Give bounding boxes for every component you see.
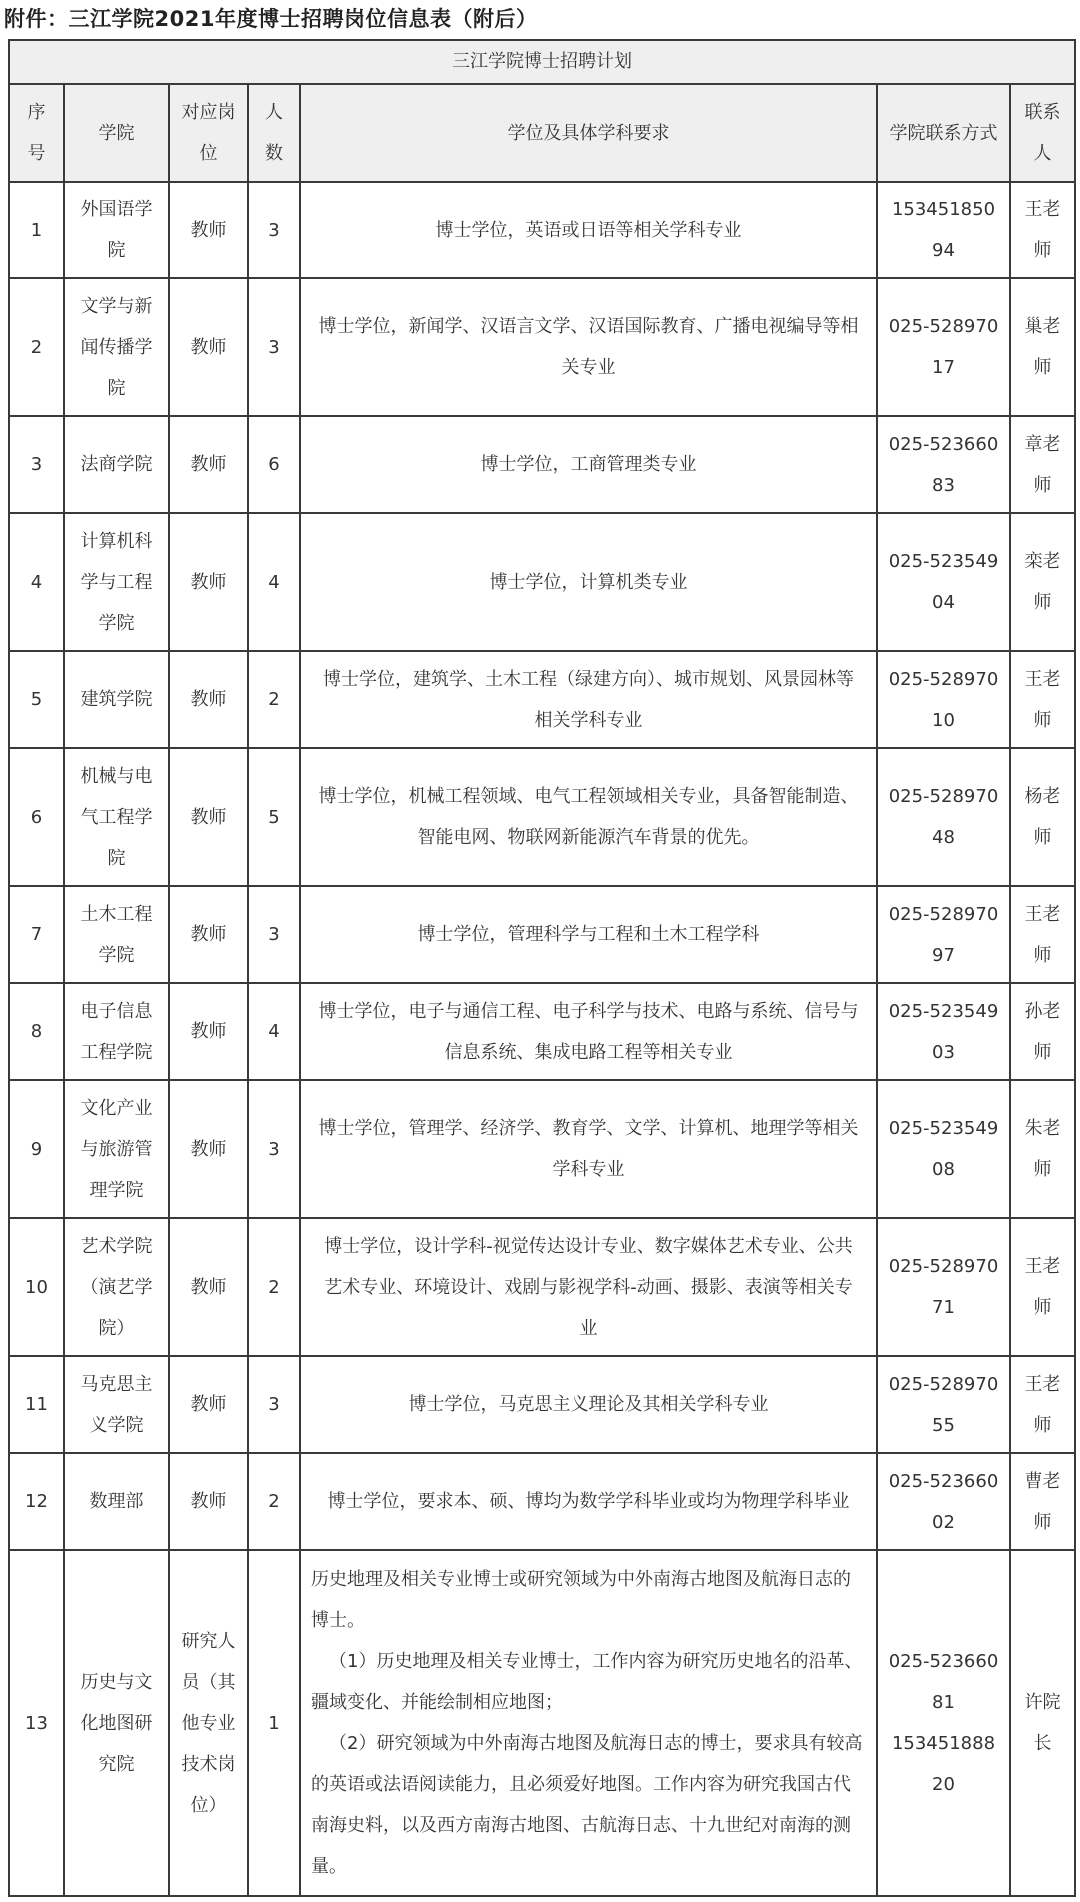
row-contact: 王老师 — [1010, 1356, 1075, 1453]
row-phone: 025-52897010 — [877, 651, 1010, 748]
row-contact: 王老师 — [1010, 182, 1075, 278]
row-position: 教师 — [169, 1080, 248, 1218]
row-position: 教师 — [169, 416, 248, 513]
row-requirements: 博士学位，新闻学、汉语言文学、汉语国际教育、广播电视编导等相关专业 — [300, 278, 877, 416]
row-contact: 巢老师 — [1010, 278, 1075, 416]
row-count: 5 — [248, 748, 300, 886]
row-count: 4 — [248, 513, 300, 651]
row-count: 2 — [248, 1218, 300, 1356]
row-requirements: 博士学位，要求本、硕、博均为数学学科毕业或均为物理学科毕业 — [300, 1453, 877, 1550]
row-phone: 025-52897048 — [877, 748, 1010, 886]
row-count: 1 — [248, 1550, 300, 1896]
column-header-requirements: 学位及具体学科要求 — [300, 84, 877, 182]
row-requirements: 博士学位，建筑学、土木工程（绿建方向）、城市规划、风景园林等相关学科专业 — [300, 651, 877, 748]
row-contact: 王老师 — [1010, 1218, 1075, 1356]
row-position: 教师 — [169, 278, 248, 416]
table-row — [9, 1218, 1075, 1356]
row-requirements: 博士学位，马克思主义理论及其相关学科专业 — [300, 1356, 877, 1453]
requirements-intro: 历史地理及相关专业博士或研究领域为中外南海古地图及航海日志的博士。 — [311, 1569, 851, 1631]
row-index: 6 — [9, 748, 64, 886]
row-phone: 025-52897017 — [877, 278, 1010, 416]
row-contact: 朱老师 — [1010, 1080, 1075, 1218]
row-requirements: 博士学位，机械工程领域、电气工程领域相关专业，具备智能制造、智能电网、物联网新能源汽车背景的优先。 — [300, 748, 877, 886]
table-caption-row — [9, 40, 1075, 84]
row-count: 2 — [248, 651, 300, 748]
phone-line-2: 15345188820 — [891, 1733, 996, 1795]
table-row — [9, 1453, 1075, 1550]
row-contact: 王老师 — [1010, 651, 1075, 748]
table-row — [9, 1080, 1075, 1218]
row-count: 2 — [248, 1453, 300, 1550]
recruitment-table — [8, 39, 1076, 1897]
row-position: 教师 — [169, 886, 248, 983]
row-requirements: 博士学位，电子与通信工程、电子科学与技术、电路与系统、信号与信息系统、集成电路工程等相关专业 — [300, 983, 877, 1080]
row-index: 13 — [9, 1550, 64, 1896]
row-index: 8 — [9, 983, 64, 1080]
row-contact: 栾老师 — [1010, 513, 1075, 651]
row-college: 电子信息工程学院 — [64, 983, 169, 1080]
row-requirements: 博士学位，工商管理类专业 — [300, 416, 877, 513]
row-college: 土木工程学院 — [64, 886, 169, 983]
row-phone: 025-52366083 — [877, 416, 1010, 513]
row-index: 11 — [9, 1356, 64, 1453]
row-college: 外国语学院 — [64, 182, 169, 278]
row-count: 3 — [248, 182, 300, 278]
row-phone: 025-52897097 — [877, 886, 1010, 983]
row-phone: 15345185094 — [877, 182, 1010, 278]
row-phone: 025-52354903 — [877, 983, 1010, 1080]
row-college: 艺术学院（演艺学院） — [64, 1218, 169, 1356]
row-contact: 王老师 — [1010, 886, 1075, 983]
row-index: 4 — [9, 513, 64, 651]
row-index: 5 — [9, 651, 64, 748]
column-header-count: 人数 — [248, 84, 300, 182]
requirements-item-2: （2）研究领域为中外南海古地图及航海日志的博士，要求具有较高的英语或法语阅读能力，且必须爱好地图。工作内容为研究我国古代南海史料，以及西方南海古地图、古航海日志、十九世纪对南海的测量。 — [311, 1733, 863, 1877]
row-requirements: 博士学位，管理学、经济学、教育学、文学、计算机、地理学等相关学科专业 — [300, 1080, 877, 1218]
row-requirements — [300, 1550, 877, 1896]
row-count: 6 — [248, 416, 300, 513]
requirements-item-1: （1）历史地理及相关专业博士，工作内容为研究历史地名的沿革、疆域变化、并能绘制相应地图； — [311, 1651, 863, 1713]
table-row — [9, 182, 1075, 278]
row-college: 马克思主义学院 — [64, 1356, 169, 1453]
row-position: 教师 — [169, 182, 248, 278]
row-phone: 025-52366002 — [877, 1453, 1010, 1550]
row-requirements: 博士学位，英语或日语等相关学科专业 — [300, 182, 877, 278]
row-index: 2 — [9, 278, 64, 416]
phone-line-1: 025-52366081 — [888, 1651, 999, 1713]
row-phone: 025-52897055 — [877, 1356, 1010, 1453]
row-phone: 025-52354908 — [877, 1080, 1010, 1218]
row-contact: 曹老师 — [1010, 1453, 1075, 1550]
row-requirements: 博士学位，计算机类专业 — [300, 513, 877, 651]
row-index: 12 — [9, 1453, 64, 1550]
row-count: 4 — [248, 983, 300, 1080]
table-row — [9, 1550, 1075, 1896]
row-contact: 孙老师 — [1010, 983, 1075, 1080]
row-college: 计算机科学与工程学院 — [64, 513, 169, 651]
table-row — [9, 748, 1075, 886]
row-requirements: 博士学位，设计学科-视觉传达设计专业、数字媒体艺术专业、公共艺术专业、环境设计、戏剧与影视学科-动画、摄影、表演等相关专业 — [300, 1218, 877, 1356]
table-row — [9, 278, 1075, 416]
row-requirements: 博士学位，管理科学与工程和土木工程学科 — [300, 886, 877, 983]
row-position: 教师 — [169, 513, 248, 651]
row-index: 10 — [9, 1218, 64, 1356]
row-count: 3 — [248, 886, 300, 983]
row-college: 建筑学院 — [64, 651, 169, 748]
table-row — [9, 416, 1075, 513]
row-count: 3 — [248, 278, 300, 416]
row-contact: 杨老师 — [1010, 748, 1075, 886]
row-contact: 许院长 — [1010, 1550, 1075, 1896]
row-position: 研究人员（其他专业技术岗位） — [169, 1550, 248, 1896]
row-position: 教师 — [169, 651, 248, 748]
row-college: 机械与电气工程学院 — [64, 748, 169, 886]
row-college: 历史与文化地图研究院 — [64, 1550, 169, 1896]
row-index: 9 — [9, 1080, 64, 1218]
column-header-index: 序号 — [9, 84, 64, 182]
table-caption: 三江学院博士招聘计划 — [9, 40, 1075, 84]
row-contact: 章老师 — [1010, 416, 1075, 513]
row-position: 教师 — [169, 1453, 248, 1550]
document-title: 附件：三江学院2021年度博士招聘岗位信息表（附后） — [4, 7, 538, 31]
row-position: 教师 — [169, 1218, 248, 1356]
column-header-phone: 学院联系方式 — [877, 84, 1010, 182]
row-index: 3 — [9, 416, 64, 513]
row-position: 教师 — [169, 1356, 248, 1453]
table-row — [9, 513, 1075, 651]
table-row — [9, 1356, 1075, 1453]
table-header-row — [9, 84, 1075, 182]
row-college: 法商学院 — [64, 416, 169, 513]
column-header-college: 学院 — [64, 84, 169, 182]
row-phone — [877, 1550, 1010, 1896]
row-position: 教师 — [169, 983, 248, 1080]
table-row — [9, 651, 1075, 748]
table-row — [9, 983, 1075, 1080]
column-header-contact: 联系人 — [1010, 84, 1075, 182]
row-count: 3 — [248, 1356, 300, 1453]
row-college: 文化产业与旅游管理学院 — [64, 1080, 169, 1218]
row-index: 1 — [9, 182, 64, 278]
table-row — [9, 886, 1075, 983]
row-index: 7 — [9, 886, 64, 983]
row-count: 3 — [248, 1080, 300, 1218]
row-phone: 025-52897071 — [877, 1218, 1010, 1356]
row-college: 数理部 — [64, 1453, 169, 1550]
row-college: 文学与新闻传播学院 — [64, 278, 169, 416]
column-header-position: 对应岗位 — [169, 84, 248, 182]
row-position: 教师 — [169, 748, 248, 886]
row-phone: 025-52354904 — [877, 513, 1010, 651]
